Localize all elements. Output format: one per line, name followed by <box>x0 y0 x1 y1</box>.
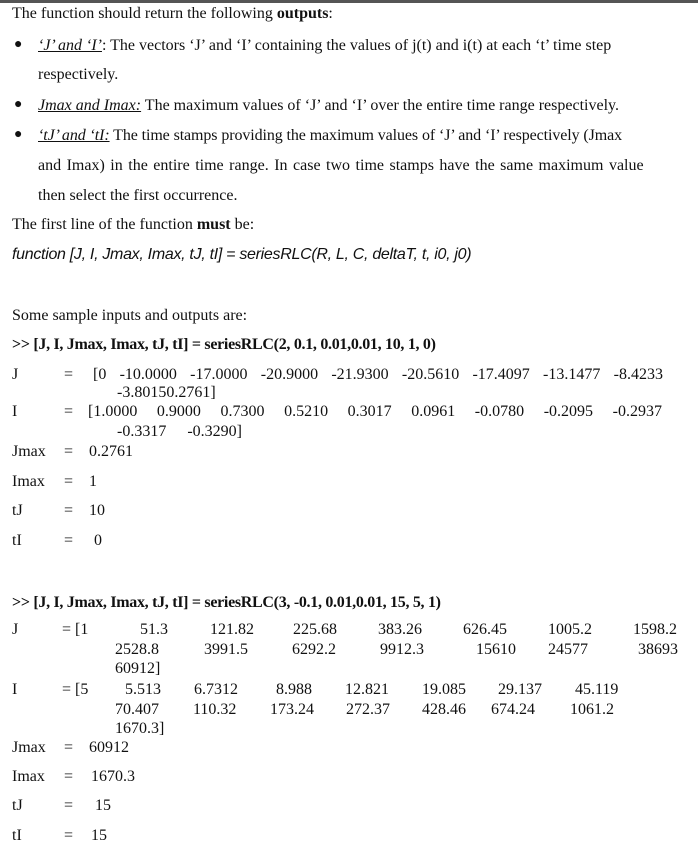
equals: = <box>64 739 74 756</box>
equals: = <box>64 827 74 844</box>
example1-tI-value: 0 <box>94 532 102 549</box>
vector-value: = [1 <box>62 621 89 638</box>
bullet-label: ‘tJ’ and ‘tI: <box>38 127 110 144</box>
vector-value: 19.085 <box>422 681 466 698</box>
vector-value: -17.4097 <box>472 366 530 383</box>
vector-value: 225.68 <box>293 621 337 638</box>
vector-value: 6.7312 <box>194 681 238 698</box>
intro-end: : <box>328 5 333 22</box>
bullet-max-values <box>38 97 619 115</box>
example1-Jmax-value: 0.2761 <box>89 443 133 460</box>
vector-value: -17.0000 <box>190 366 248 383</box>
equals: = <box>64 768 74 785</box>
example1-tJ-value: 10 <box>89 502 105 519</box>
equals: = <box>64 403 74 420</box>
vector-value: 383.26 <box>378 621 422 638</box>
vector-value: 626.45 <box>463 621 507 638</box>
bullet-icon: ● <box>14 127 23 142</box>
vector-value: [1.0000 <box>88 403 138 420</box>
equals: = <box>64 532 74 549</box>
vector-value: 2528.8 <box>115 640 159 658</box>
vector-value: -0.3317 <box>117 423 167 440</box>
bullet-icon: ● <box>14 37 23 52</box>
vector-value: 1005.2 <box>548 621 592 638</box>
vector-value: 12.821 <box>345 681 389 698</box>
vector-value: 0.9000 <box>156 403 201 420</box>
example1-command: >> [J, I, Jmax, Imax, tJ, tI] = seriesRLC(2, 0.1, 0.01,0.01, 10, 1, 0) <box>12 336 436 353</box>
vector-value: 29.137 <box>498 681 542 698</box>
bullet-text-cont: respectively. <box>38 66 119 83</box>
label-I: I <box>12 681 18 698</box>
example2-tJ-value: 15 <box>95 797 111 814</box>
vector-value: -21.9300 <box>331 366 389 383</box>
vector-value: 0.2761] <box>166 384 216 401</box>
top-border <box>0 0 698 3</box>
example2-command: >> [J, I, Jmax, Imax, tJ, tI] = seriesRLC(3, -0.1, 0.01,0.01, 15, 5, 1) <box>12 594 441 611</box>
first-line-end: be: <box>230 216 255 233</box>
label-tI: tI <box>12 532 22 549</box>
vector-value: 45.119 <box>575 681 619 698</box>
vector-value: -10.0000 <box>119 366 177 383</box>
first-line-text <box>12 216 254 234</box>
intro-plain: The function should return the following <box>12 5 277 22</box>
example1-J-row2 <box>117 384 216 402</box>
vector-value: 173.24 <box>270 700 314 718</box>
vector-value: -0.2095 <box>543 403 594 420</box>
vector-value: [0 <box>93 366 107 383</box>
label-Imax: Imax <box>12 768 45 785</box>
vector-value: 1670.3] <box>115 720 165 737</box>
equals: = <box>64 366 74 383</box>
example1-J-row1 <box>93 366 663 384</box>
intro-bold: outputs <box>276 5 329 22</box>
vector-value: 428.46 <box>422 700 466 718</box>
vector-value: 3991.5 <box>204 640 248 658</box>
example1-I-row2 <box>117 423 242 441</box>
vector-value: 8.988 <box>276 681 312 698</box>
equals: = <box>64 502 74 519</box>
vector-value: 60912] <box>115 660 161 677</box>
vector-value: 15610 <box>476 640 516 658</box>
equals: = <box>64 797 74 814</box>
bullet-outputs-vectors <box>38 37 611 55</box>
vector-value: = [5 <box>62 681 89 698</box>
vector-value: -0.2937 <box>612 403 662 420</box>
vector-value: 0.3017 <box>347 403 392 420</box>
vector-value: 1061.2 <box>570 700 614 718</box>
vector-value: -3.8015 <box>117 384 167 401</box>
bullet-text-cont: and Imax) in the entire time range. In case two time stamps have the same maximum value <box>38 157 644 174</box>
vector-value: 6292.2 <box>292 640 336 658</box>
vector-value: 5.513 <box>125 681 161 698</box>
vector-value: 9912.3 <box>380 640 424 658</box>
example1-I-row1 <box>88 403 662 421</box>
label-Jmax: Jmax <box>12 443 46 460</box>
bullet-label: Jmax and Imax: <box>38 97 142 114</box>
function-signature: function [J, I, Jmax, Imax, tJ, tI] = seriesRLC(R, L, C, deltaT, t, i0, j0) <box>12 246 472 263</box>
label-J: J <box>12 621 19 638</box>
vector-value: 0.0961 <box>411 403 456 420</box>
vector-value: 272.37 <box>346 700 390 718</box>
bullet-label: ‘J’ and ‘I’ <box>38 37 102 54</box>
vector-value: 121.82 <box>210 621 254 638</box>
first-line-bold: must <box>196 216 231 233</box>
label-tJ: tJ <box>12 502 23 519</box>
label-Imax: Imax <box>12 473 45 490</box>
intro-text <box>12 5 333 23</box>
vector-value: -20.5610 <box>401 366 460 383</box>
vector-value: 674.24 <box>491 700 535 718</box>
equals: = <box>64 443 74 460</box>
label-tJ: tJ <box>12 797 23 814</box>
vector-value: -0.3290] <box>187 423 242 440</box>
first-line-plain: The first line of the function <box>12 216 197 233</box>
vector-value: 0.7300 <box>220 403 265 420</box>
vector-value: 1598.2 <box>633 621 677 638</box>
example2-Imax-value: 1670.3 <box>91 768 135 785</box>
vector-value: -8.4233 <box>613 366 663 383</box>
bullet-text-cont: then select the first occurrence. <box>38 187 238 204</box>
vector-value: 0.5210 <box>284 403 329 420</box>
example2-tI-value: 15 <box>91 827 107 844</box>
vector-value: 70.407 <box>115 700 159 718</box>
vector-value: 24577 <box>548 640 588 658</box>
label-I: I <box>12 403 18 420</box>
vector-value: 110.32 <box>193 700 237 718</box>
vector-value: 51.3 <box>140 621 168 638</box>
vector-value: 38693 <box>638 640 678 658</box>
equals: = <box>64 473 74 490</box>
bullet-time-stamps <box>38 127 622 145</box>
label-J: J <box>12 366 19 383</box>
vector-value: -0.0780 <box>474 403 525 420</box>
vector-value: -13.1477 <box>543 366 601 383</box>
bullet-text: : The vectors ‘J’ and ‘I’ containing the values of j(t) and i(t) at each ‘t’ time step <box>101 37 612 54</box>
bullet-text: The time stamps providing the maximum values of ‘J’ and ‘I’ respectively (Jmax <box>109 127 622 144</box>
label-Jmax: Jmax <box>12 739 46 756</box>
example1-Imax-value: 1 <box>89 473 97 490</box>
vector-value: -20.9000 <box>260 366 319 383</box>
bullet-icon: ● <box>14 97 23 112</box>
example2-Jmax-value: 60912 <box>89 739 129 756</box>
label-tI: tI <box>12 827 22 844</box>
samples-intro: Some sample inputs and outputs are: <box>12 307 248 324</box>
bullet-text: The maximum values of ‘J’ and ‘I’ over the entire time range respectively. <box>141 97 619 114</box>
